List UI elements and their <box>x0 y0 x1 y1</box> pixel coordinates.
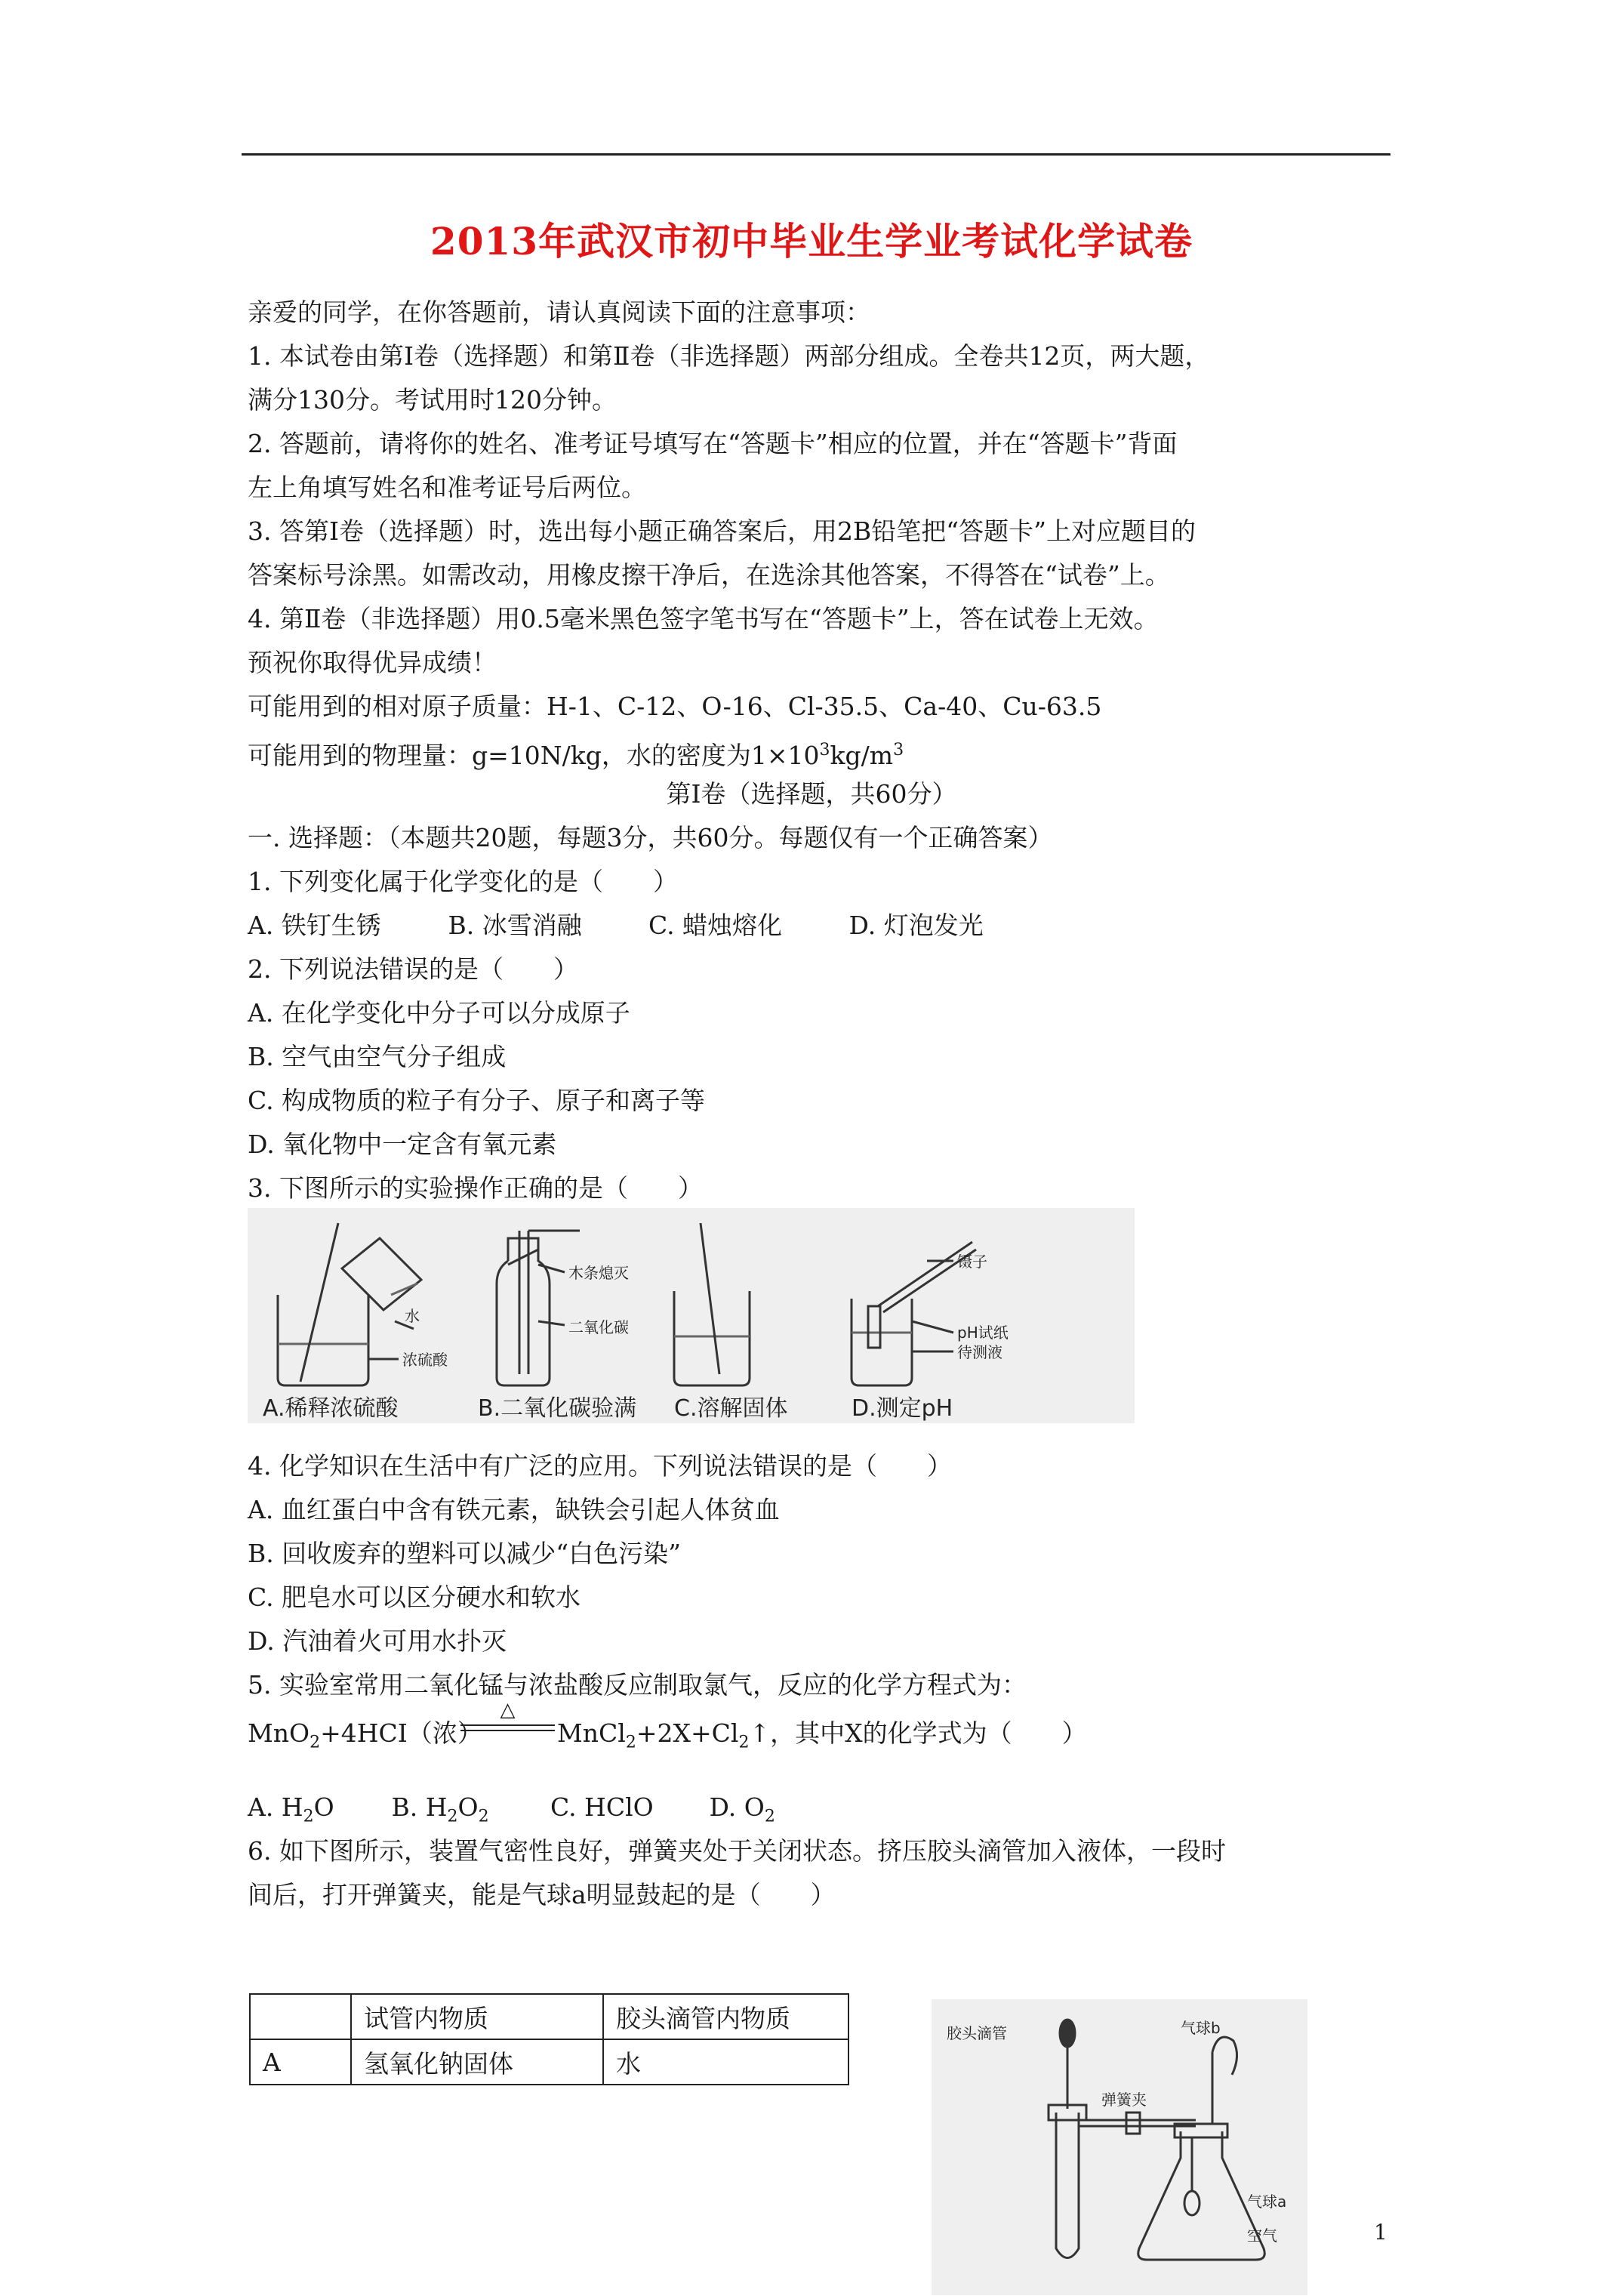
physics-line: 可能用到的物理量：g=10N/kg，水的密度为$1\times 10^3kg/m^3$ <box>248 741 904 770</box>
q3-stem: 3. 下图所示的实验操作正确的是（ ） <box>248 1173 703 1203</box>
page-title: 2013年武汉市初中毕业生学业考试化学试卷 <box>430 219 1193 264</box>
table-cell: A <box>250 2039 351 2085</box>
note-line: 预祝你取得优异成绩！ <box>248 648 497 677</box>
q1-option-c: C. 蜡烛熔化 <box>648 911 783 940</box>
q6-annot-air: 空气 <box>1247 2227 1277 2245</box>
q4-option-c: C. 肥皂水可以区分硬水和软水 <box>248 1583 581 1612</box>
q3-label-a: A.稀释浓硫酸 <box>263 1395 399 1422</box>
table-cell: 水 <box>603 2039 848 2085</box>
q6-figure <box>932 1999 1307 2295</box>
q3-label-d: D.测定pH <box>852 1395 953 1422</box>
q3-annot-tweezers: 镊子 <box>957 1253 987 1271</box>
note-line: 答案标号涂黑。如需改动，用橡皮擦干净后，在选涂其他答案，不得答在“试卷”上。 <box>248 560 1170 590</box>
q5-option-d: D. $O_2$ <box>709 1792 775 1826</box>
q3-label-c: C.溶解固体 <box>674 1395 788 1422</box>
table-row <box>250 2039 848 2085</box>
section1-heading: 一. 选择题：（本题共20题，每题3分，共60分。每题仅有一个正确答案） <box>248 823 1053 852</box>
q4-stem: 4. 化学知识在生活中有广泛的应用。下列说法错误的是（ ） <box>248 1451 952 1481</box>
q3-annot-ph-paper: pH试纸 <box>957 1324 1009 1342</box>
table-header-cell <box>250 1994 351 2039</box>
q6-annot-dropper: 胶头滴管 <box>947 2024 1007 2042</box>
q5-equation-left: MnO$_2$+4HCI（浓） <box>248 1718 482 1752</box>
header-rule <box>242 153 1390 156</box>
q6-stem-line1: 6. 如下图所示，装置气密性良好，弹簧夹处于关闭状态。挤压胶头滴管加入液体，一段时 <box>248 1836 1226 1866</box>
q4-option-d: D. 汽油着火可用水扑灭 <box>248 1626 507 1656</box>
note-line: 4. 第Ⅱ卷（非选择题）用0.5毫米黑色签字笔书写在“答题卡”上，答在试卷上无效。 <box>248 604 1159 633</box>
q6-stem-line2: 间后，打开弹簧夹，能是气球a明显鼓起的是（ ） <box>248 1880 836 1909</box>
part1-title: 第Ⅰ卷（选择题，共60分） <box>666 779 957 809</box>
q3-annot-solution: 待测液 <box>957 1343 1002 1361</box>
note-line: 2. 答题前，请将你的姓名、准考证号填写在“答题卡”相应的位置，并在“答题卡”背面 <box>248 429 1178 458</box>
q2-option-a: A. 在化学变化中分子可以分成原子 <box>248 998 630 1028</box>
q2-stem: 2. 下列说法错误的是（ ） <box>248 954 578 984</box>
q3-figure <box>248 1208 1135 1423</box>
q5-option-c: C. HClO <box>550 1792 654 1822</box>
q6-table <box>249 1993 849 2085</box>
note-line: 左上角填写姓名和准考证号后两位。 <box>248 473 646 502</box>
note-line: 1. 本试卷由第Ⅰ卷（选择题）和第Ⅱ卷（非选择题）两部分组成。全卷共12页，两大题， <box>248 341 1210 371</box>
q2-option-b: B. 空气由空气分子组成 <box>248 1042 507 1071</box>
atomic-mass-line: 可能用到的相对原子质量：H-1、C-12、O-16、Cl-35.5、Ca-40、Cu-63.5 <box>248 692 1102 721</box>
q6-annot-clip: 弹簧夹 <box>1101 2091 1147 2109</box>
q4-option-b: B. 回收废弃的塑料可以减少“白色污染” <box>248 1539 681 1568</box>
table-header-cell: 胶头滴管内物质 <box>603 1994 848 2039</box>
q1-option-b: B. 冰雪消融 <box>448 911 582 940</box>
q4-option-a: A. 血红蛋白中含有铁元素，缺铁会引起人体贫血 <box>248 1495 780 1524</box>
q3-annot-stick: 木条熄灭 <box>568 1264 629 1282</box>
table-header-row <box>250 1994 848 2039</box>
intro-text: 亲爱的同学，在你答题前，请认真阅读下面的注意事项： <box>248 297 870 327</box>
q3-annot-acid: 浓硫酸 <box>402 1351 448 1369</box>
q1-option-d: D. 灯泡发光 <box>848 911 984 940</box>
page-number: 1 <box>1374 2220 1387 2245</box>
table-cell: 氢氧化钠固体 <box>351 2039 603 2085</box>
q1-stem: 1. 下列变化属于化学变化的是（ ） <box>248 867 678 896</box>
q1-option-a: A. 铁钉生锈 <box>248 911 381 940</box>
table-header-cell: 试管内物质 <box>351 1994 603 2039</box>
q1-options <box>248 904 984 948</box>
q5-equation-arrow: △ <box>460 1700 555 1738</box>
q5-option-b: B. $H_2O_2$ <box>391 1792 489 1826</box>
q3-annot-co2: 二氧化碳 <box>568 1318 629 1336</box>
q3-annot-water: 水 <box>405 1307 420 1325</box>
note-line: 3. 答第Ⅰ卷（选择题）时，选出每小题正确答案后，用2B铅笔把“答题卡”上对应题目的 <box>248 516 1196 546</box>
q5-option-a: A. $H_2O$ <box>248 1792 334 1826</box>
q5-stem: 5. 实验室常用二氧化锰与浓盐酸反应制取氯气，反应的化学方程式为： <box>248 1670 1027 1700</box>
q5-equation-right: $MnCl_2+2X+Cl_2↑$，其中X的化学式为（ ） <box>557 1718 1087 1752</box>
q3-label-b: B.二氧化碳验满 <box>478 1395 637 1422</box>
q2-option-d: D. 氧化物中一定含有氧元素 <box>248 1130 557 1159</box>
q2-option-c: C. 构成物质的粒子有分子、原子和离子等 <box>248 1086 706 1115</box>
q6-annot-balloon-b: 气球b <box>1181 2019 1221 2037</box>
note-line: 满分130分。考试用时120分钟。 <box>248 385 617 415</box>
q6-annot-balloon-a: 气球a <box>1247 2193 1287 2211</box>
